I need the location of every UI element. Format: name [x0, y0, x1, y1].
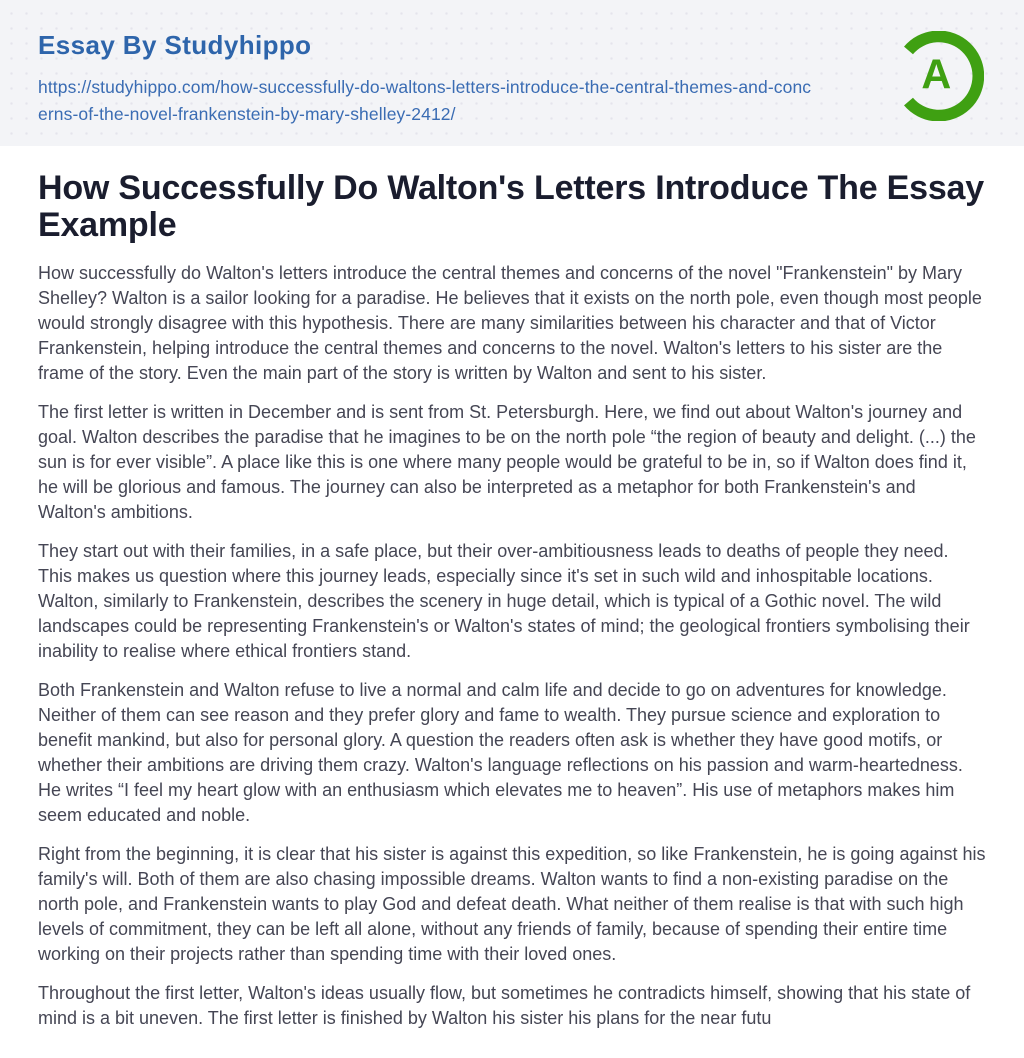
essay-paragraph: How successfully do Walton's letters introduce the central themes and concerns of the novel "Frankenstein" by Mary Shelley? Walton is a sailor looking for a paradise. He believes that it exists on the north pole, even though most people would strongly disagree with this hypothesis. There are many similarities between his character and that of Victor Frankenstein, helping introduce the central themes and concerns to the novel. Walton's letters to his sister are the frame of the story. Even the main part of the story is written by Walton and sent to his sister. [38, 263, 982, 383]
studyhippo-logo[interactable] [894, 31, 984, 121]
essay-article [0, 146, 1024, 1031]
essay-paragraph: Right from the beginning, it is clear that his sister is against this expedition, so like Frankenstein, he is going against his family's will. Both of them are also chasing impossible dreams. Walton wants to find a non-existing paradise on the north pole, and Frankenstein wants to play God and defeat death. What neither of them realise is that with such high levels of commitment, they can be left all alone, without any friends of family, because of spending their entire time working on their projects rather than spending time with their loved ones. [38, 844, 986, 964]
essay-paragraph: Both Frankenstein and Walton refuse to live a normal and calm life and decide to go on adventures for knowledge. Neither of them can see reason and they prefer glory and fame to wealth. They pursue science and exploration to benefit mankind, but also for personal glory. A question the readers often ask is whether they have good motifs, or whether their ambitions are driving them crazy. Walton's language reflections on his passion and warm-heartedness. He writes “I feel my heart glow with an enthusiasm which elevates me to heaven”. His use of metaphors makes him seem educated and noble. [38, 680, 963, 825]
page-header [0, 0, 1024, 146]
logo-letter: A [921, 51, 952, 98]
essay-paragraph: The first letter is written in December and is sent from St. Petersburgh. Here, we find out about Walton's journey and goal. Walton describes the paradise that he imagines to be on the north pole “the region of beauty and delight. (...) the sun is for ever visible”. A place like this is one where many people would be grateful to be in, so if Walton does find it, he will be glorious and famous. The journey can also be interpreted as a metaphor for both Frankenstein's and Walton's ambitions. [38, 402, 976, 522]
essay-body [38, 261, 986, 1031]
essay-title: How Successfully Do Walton's Letters Introduce The Essay Example [38, 169, 984, 244]
source-url-link[interactable]: https://studyhippo.com/how-successfully-do-waltons-letters-introduce-the-central-themes-and-concerns-of-the-novel-frankenstein-by-mary-shelley-2412/ [38, 77, 812, 124]
essay-paragraph: Throughout the first letter, Walton's ideas usually flow, but sometimes he contradicts himself, showing that his state of mind is a bit uneven. The first letter is finished by Walton his sister his plans for the near futu [38, 983, 971, 1028]
studyhippo-arc-icon [894, 31, 984, 121]
essay-paragraph: They start out with their families, in a safe place, but their over-ambitiousness leads to deaths of people they need. This makes us question where this journey leads, especially since it's set in such wild and inhospitable locations. Walton, similarly to Frankenstein, describes the scenery in huge detail, which is typical of a Gothic novel. The wild landscapes could be representing Frankenstein's or Walton's states of mind; the geological frontiers symbolising their inability to realise where ethical frontiers stand. [38, 541, 970, 661]
site-title: Essay By Studyhippo [38, 30, 312, 60]
